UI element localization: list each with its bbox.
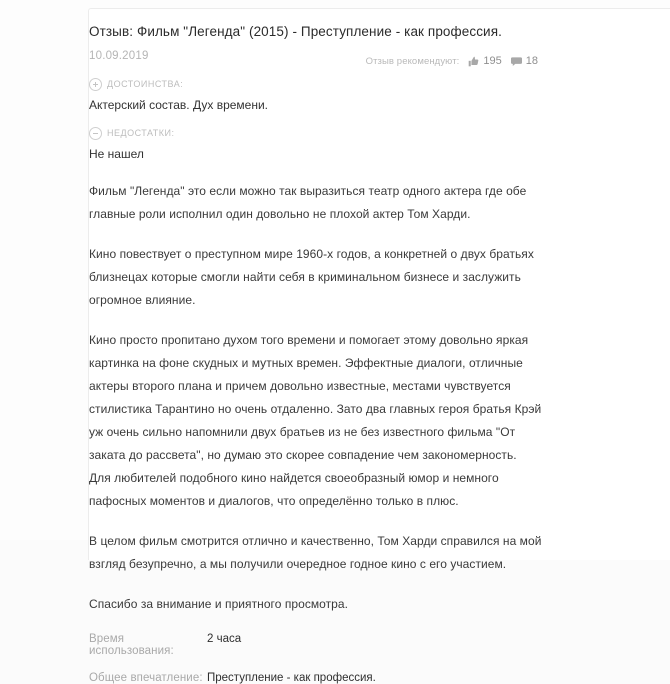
review-date: 10.09.2019 (89, 49, 149, 62)
review-paragraph: Кино повествует о преступном мире 1960-х годов, а конкретней о двух братьях близнецах которые смогли найти себя в криминальном бизнесе и заслужить огромное влияние. (89, 246, 534, 307)
meta-label: Время использования: (89, 633, 174, 658)
pros-heading-row (89, 78, 642, 91)
review-footer-meta (89, 633, 642, 684)
review-card (88, 8, 670, 684)
review-paragraph: Фильм "Легенда" это если можно так выразиться театр одного актера где обе главные роли исполнил один довольно не плохой актер Том Харди. (89, 183, 527, 221)
review-body (89, 180, 642, 617)
thumbs-up-icon (468, 56, 479, 67)
meta-value: Преступление - как профессия. (207, 672, 376, 684)
meta-row-usage-time (89, 633, 642, 657)
review-paragraph: Спасибо за внимание и приятного просмотра. (89, 597, 349, 612)
minus-circle-icon (89, 127, 102, 140)
cons-block (89, 127, 642, 163)
page-title: Отзыв: Фильм "Легенда" (2015) - Преступление - как профессия. (89, 24, 502, 39)
meta-label: Общее впечатление: (89, 672, 203, 684)
left-gutter (0, 0, 88, 540)
likes-count: 195 (483, 55, 502, 67)
meta-row-overall-impression (89, 672, 642, 684)
pros-text: Актерский состав. Дух времени. (89, 97, 269, 112)
recommendation-stats (366, 55, 538, 67)
comments-count: 18 (525, 55, 538, 67)
pros-block (89, 78, 642, 114)
meta-value: 2 часа (207, 633, 242, 646)
review-paragraph: Кино просто пропитано духом того времени и помогает этому довольно яркая картинка на фоне скудных и мутных времен. Эффектные диалоги, отличные актеры второго плана и причем довольно известные, местами чувствуется стилистика Тарантино но очень отдаленно. Зато два главных героя братья Крэй уж очень сильно напомнили двух братьев из не без известного фильма "От заката до рассвета", но думаю это скорее совпадение чем закономерность. (89, 332, 542, 462)
review-paragraph: Для любителей подобного кино найдется своеобразный юмор и немного пафосных моментов и диалогов, что определённо только в плюс. (89, 470, 499, 508)
cons-text: Не нашел (89, 146, 144, 161)
plus-circle-icon (89, 78, 102, 91)
speech-bubble-icon (511, 56, 522, 67)
comments-stat[interactable] (511, 55, 538, 67)
likes-stat[interactable] (468, 55, 501, 67)
review-paragraph: В целом фильм смотрится отлично и качественно, Том Харди справился на мой взгляд безупречно, а мы получили очередное годное кино с его участием. (89, 533, 542, 571)
recommend-label: Отзыв рекомендуют: (365, 55, 460, 67)
cons-heading-label: НЕДОСТАТКИ: (107, 128, 175, 139)
pros-heading-label: ДОСТОИНСТВА: (107, 79, 184, 90)
cons-heading-row (89, 127, 642, 140)
